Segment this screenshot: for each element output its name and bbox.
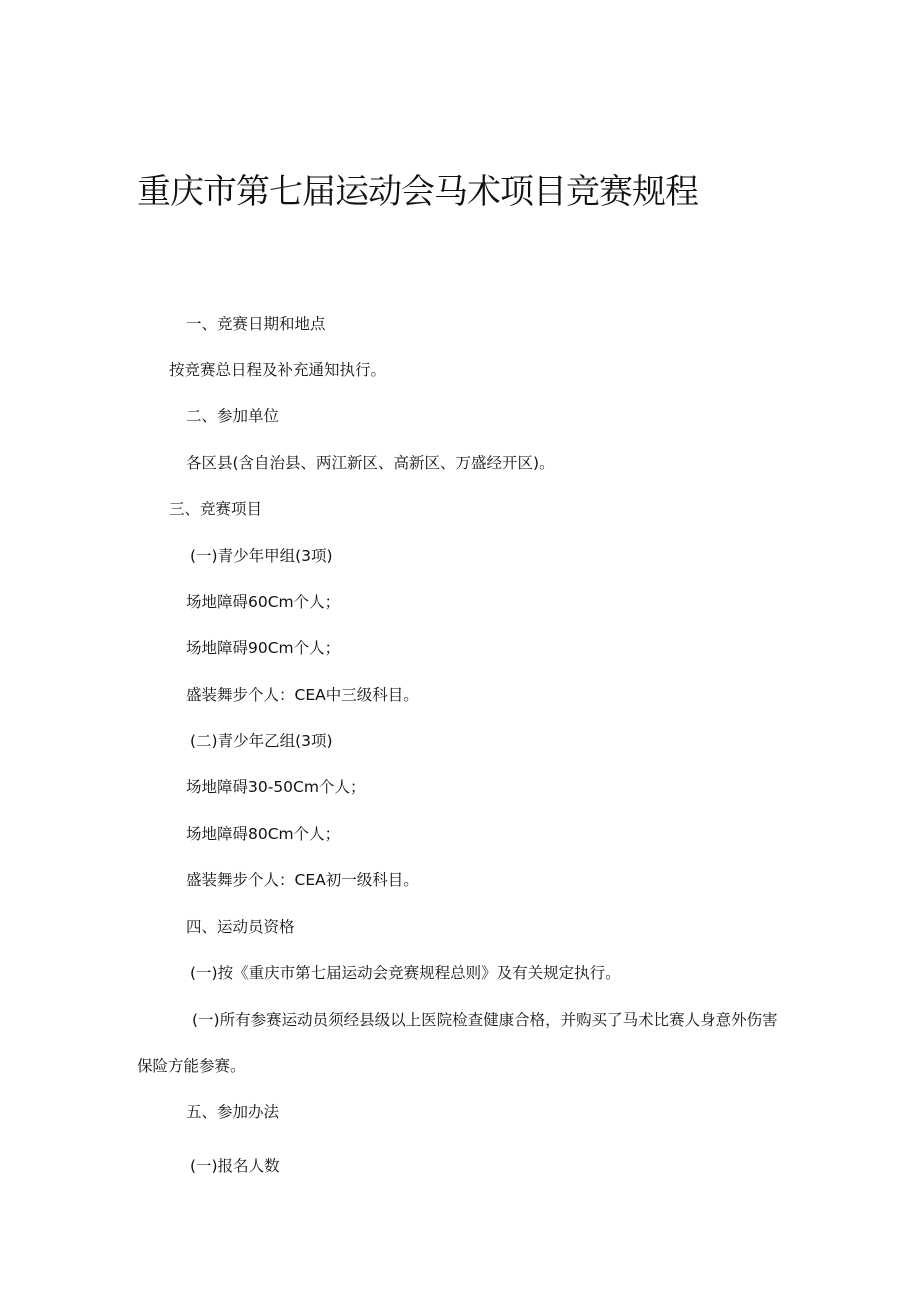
- document-title: 重庆市第七届运动会马术项目竞赛规程: [137, 172, 698, 212]
- section-heading-events: 三、竞赛项目: [169, 500, 263, 518]
- list-item: 场地障碍90Cm个人；: [186, 639, 341, 657]
- section-heading-participation: 五、参加办法: [186, 1103, 280, 1121]
- paragraph-eligibility-1: (一)按《重庆市第七届运动会竞赛规程总则》及有关规定执行。: [190, 964, 621, 982]
- paragraph-eligibility-2-cont: 保险方能参赛。: [137, 1057, 246, 1075]
- section-heading-eligibility: 四、运动员资格: [186, 918, 295, 936]
- paragraph-eligibility-2: (一)所有参赛运动员须经县级以上医院检查健康合格，并购买了马术比赛人身意外伤害: [192, 1011, 778, 1029]
- section-heading-dates: 一、竞赛日期和地点: [186, 315, 326, 333]
- list-item: 盛装舞步个人：CEA初一级科目。: [186, 871, 419, 889]
- list-item: 场地障碍30-50Cm个人；: [186, 778, 366, 796]
- list-item: 场地障碍60Cm个人；: [186, 593, 341, 611]
- subheading-group-b: (二)青少年乙组(3项): [190, 732, 333, 750]
- section-heading-units: 二、参加单位: [186, 407, 280, 425]
- paragraph-units: 各区县(含自治县、两江新区、高新区、万盛经开区)。: [186, 454, 555, 472]
- subheading-group-a: (一)青少年甲组(3项): [190, 547, 333, 565]
- subheading-registration: (一)报名人数: [190, 1157, 280, 1175]
- paragraph-dates: 按竞赛总日程及补充通知执行。: [169, 361, 387, 379]
- list-item: 场地障碍80Cm个人；: [186, 825, 341, 843]
- list-item: 盛装舞步个人：CEA中三级科目。: [186, 686, 419, 704]
